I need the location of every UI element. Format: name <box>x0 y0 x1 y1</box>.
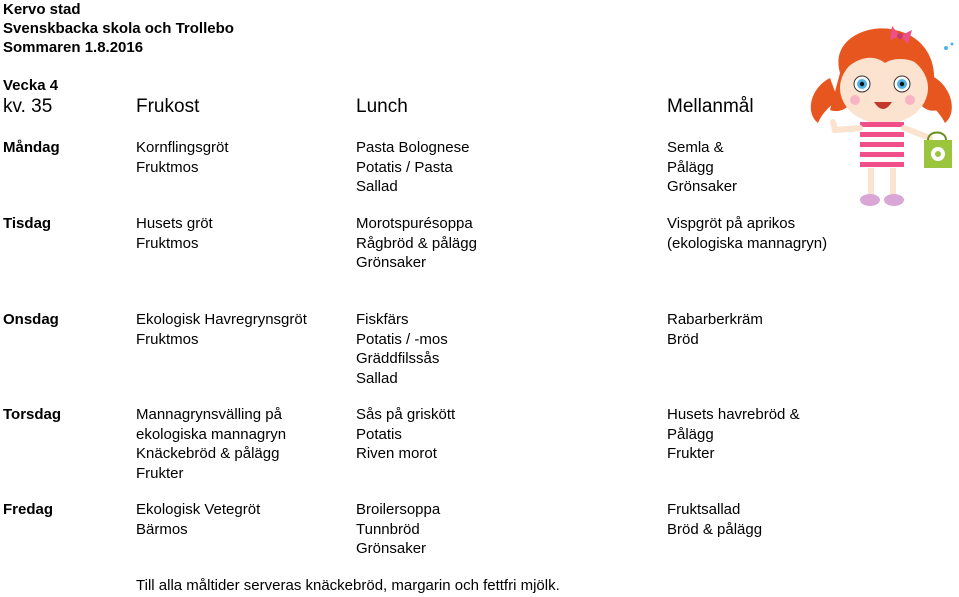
menu-item: Potatis <box>356 425 402 443</box>
mellanmal-cell <box>667 500 762 539</box>
frukost-cell <box>136 214 213 253</box>
day-label: Fredag <box>3 501 54 518</box>
column-header-lunch: Lunch <box>356 96 408 117</box>
menu-item: Fruktsallad <box>667 501 741 518</box>
kv-label: kv. 35 <box>3 96 53 117</box>
menu-item: Frukter <box>667 445 715 463</box>
menu-item: Fiskfärs <box>356 311 409 328</box>
menu-item: Bärmos <box>136 520 188 538</box>
header-line-3: Sommaren 1.8.2016 <box>3 39 144 56</box>
menu-item: Grönsaker <box>667 178 738 196</box>
day-label: Måndag <box>3 139 60 156</box>
frukost-cell <box>136 405 286 483</box>
menu-item: Semla & <box>667 139 724 156</box>
header-line-2: Svenskbacka skola och Trollebo <box>3 20 234 37</box>
menu-item: Pasta Bolognese <box>356 139 470 156</box>
menu-item: Vispgröt på aprikos <box>667 215 796 232</box>
menu-item: Pålägg <box>667 158 714 176</box>
menu-item: Sallad <box>356 178 398 196</box>
day-label: Tisdag <box>3 215 52 232</box>
header-line-1: Kervo stad <box>3 1 81 18</box>
menu-item: Grönsaker <box>356 540 427 558</box>
menu-item: Broilersoppa <box>356 501 441 518</box>
mellanmal-cell <box>667 138 737 197</box>
frukost-cell <box>136 310 307 349</box>
menu-item: Fruktmos <box>136 234 199 252</box>
menu-item: Rabarberkräm <box>667 311 763 328</box>
menu-item: Ekologisk Vetegröt <box>136 501 261 518</box>
lunch-cell <box>356 214 477 273</box>
menu-item: Grönsaker <box>356 254 427 272</box>
day-label: Onsdag <box>3 311 59 328</box>
menu-item: Tunnbröd <box>356 520 420 538</box>
menu-item: Potatis / -mos <box>356 330 448 348</box>
menu-item: Husets gröt <box>136 215 213 232</box>
menu-item: Bröd <box>667 330 699 348</box>
menu-item: Pålägg <box>667 425 714 443</box>
lunch-cell <box>356 310 448 388</box>
menu-item: Morotspurésoppa <box>356 215 473 232</box>
girl-illustration <box>800 18 959 210</box>
lunch-cell <box>356 500 440 559</box>
menu-item: Knäckebröd & pålägg <box>136 445 280 463</box>
menu-item: Fruktmos <box>136 330 199 348</box>
menu-item: (ekologiska mannagryn) <box>667 234 828 252</box>
footer-note: Till alla måltider serveras knäckebröd, margarin och fettfri mjölk. <box>136 577 560 594</box>
mellanmal-cell <box>667 214 827 253</box>
column-header-mellanmal: Mellanmål <box>667 96 754 117</box>
menu-item: Sallad <box>356 369 398 387</box>
lunch-cell <box>356 405 455 464</box>
menu-item: Frukter <box>136 464 184 482</box>
week-label: Vecka 4 <box>3 77 59 94</box>
menu-item: Husets havrebröd & <box>667 406 800 423</box>
menu-item: Mannagrynsvälling på <box>136 406 282 423</box>
day-label: Torsdag <box>3 406 62 423</box>
mellanmal-cell <box>667 310 763 349</box>
menu-item: Bröd & pålägg <box>667 520 763 538</box>
menu-item: Gräddfilssås <box>356 350 440 368</box>
menu-item: ekologiska mannagryn <box>136 425 287 443</box>
column-header-frukost: Frukost <box>136 96 200 117</box>
menu-item: Riven morot <box>356 445 437 463</box>
mellanmal-cell <box>667 405 800 464</box>
frukost-cell <box>136 500 260 539</box>
menu-item: Kornflingsgröt <box>136 139 229 156</box>
menu-item: Fruktmos <box>136 158 199 176</box>
menu-item: Ekologisk Havregrynsgröt <box>136 311 307 328</box>
lunch-cell <box>356 138 469 197</box>
frukost-cell <box>136 138 229 177</box>
menu-item: Sås på griskött <box>356 406 456 423</box>
menu-item: Potatis / Pasta <box>356 158 453 176</box>
menu-item: Rågbröd & pålägg <box>356 234 477 252</box>
